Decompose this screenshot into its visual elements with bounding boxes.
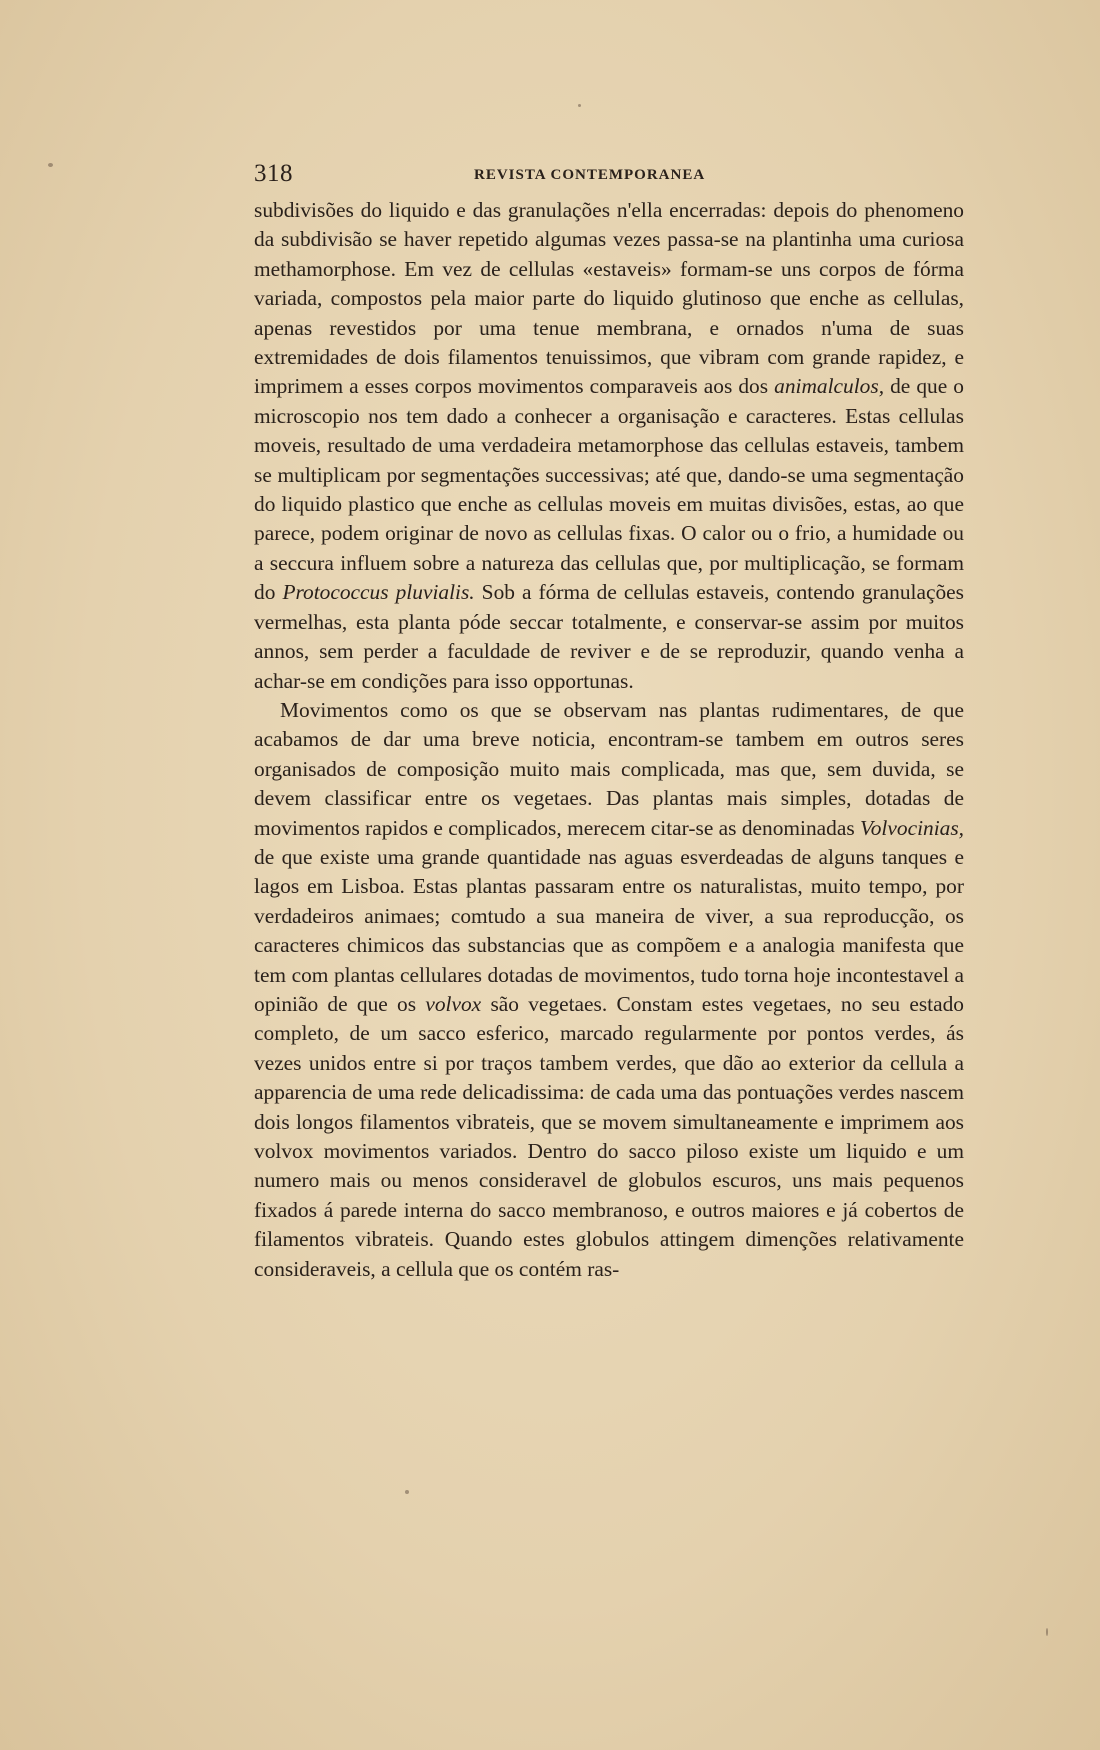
paragraph-2-italic-1: Volvocinias, — [860, 815, 965, 840]
paragraph-2 — [254, 696, 964, 1284]
paragraph-2-text-b: de que existe uma grande quantidade nas aguas esverdeadas de alguns tanques e lagos em Lisboa. Estas plantas passaram entre os naturalistas, muito tempo, por verdadeiros animaes; comtudo a sua maneira de viver, a sua reproducção, os caracteres chimicos das substancias que as compõem e a analogia manifesta que tem com plantas cellulares dotadas de movimentos, tudo torna hoje incontestavel a opinião de que os — [254, 844, 964, 1016]
paragraph-1-text-b: de que o microscopio nos tem dado a conhecer a organisação e caracteres. Estas cellulas moveis, resultado de uma verdadeira metamorphose das cellulas estaveis, tambem se multiplicam por segmentações successivas; até que, dando-se uma segmentação do liquido plastico que enche as cellulas moveis em muitas divisões, estas, ao que parece, podem originar de novo as cellulas fixas. O calor ou o frio, a humidade ou a seccura influem sobre a natureza das cellulas que, por multiplicação, se formam do — [254, 374, 964, 605]
paper-speck — [405, 1490, 409, 1494]
paragraph-1 — [254, 196, 964, 696]
page-number: 318 — [254, 160, 293, 187]
paragraph-1-italic-2: Protococcus pluvialis. — [282, 580, 475, 605]
paragraph-2-text-a: Movimentos como os que se observam nas plantas rudimentares, de que acabamos de dar uma breve noticia, encontram-se tambem em outros seres organisados de composição muito mais complicada, mas que, sem duvida, se devem classificar entre os vegetaes. Das plantas mais simples, dotadas de movimentos rapidos e complicados, merecem citar-se as denominadas — [254, 697, 964, 840]
paper-speck — [1046, 1628, 1048, 1636]
paragraph-2-text-c: são vegetaes. Constam estes vegetaes, no seu estado completo, de um sacco esferico, marcado regularmente por pontos verdes, ás vezes unidos entre si por traços tambem verdes, que dão ao exterior da cellula a apparencia de uma rede delicadissima: de cada uma das pontuações verdes nascem dois longos filamentos vibrateis, que se movem simultaneamente e imprimem aos volvox movimentos variados. Dentro do sacco piloso existe um liquido e um numero mais ou menos consideravel de globulos escuros, uns mais pequenos fixados á parede interna do sacco membranoso, e outros maiores e já cobertos de filamentos vibrateis. Quando estes globulos attingem dimenções relativamente consideraveis, a cellula que os contém ras- — [254, 991, 964, 1281]
paragraph-2-italic-2: volvox — [425, 991, 482, 1016]
running-head — [254, 160, 964, 188]
paper-speck — [48, 163, 53, 167]
journal-title: REVISTA CONTEMPORANEA — [474, 167, 706, 183]
paragraph-1-text-c: Sob a fórma de cellulas estaveis, contendo granulações vermelhas, esta planta póde seccar totalmente, e conservar-se assim por muitos annos, sem perder a faculdade de reviver e de se reproduzir, quando venha a achar-se em condições para isso opportunas. — [254, 580, 964, 693]
paragraph-1-italic-1: animalculos, — [774, 374, 885, 399]
paragraph-1-text-a: subdivisões do liquido e das granulações n'ella encerradas: depois do phenomeno da subdivisão se haver repetido algumas vezes passa-se na plantinha uma curiosa methamorphose. Em vez de cellulas «estaveis» formam-se uns corpos de fórma variada, compostos pela maior parte do liquido glutinoso que enche as cellulas, apenas revestidos por uma tenue membrana, e ornados n'uma de suas extremidades de dois filamentos tenuissimos, que vibram com grande rapidez, e imprimem a esses corpos movimentos comparaveis aos dos — [254, 198, 964, 399]
paper-speck — [578, 104, 581, 107]
book-page — [254, 160, 964, 1284]
